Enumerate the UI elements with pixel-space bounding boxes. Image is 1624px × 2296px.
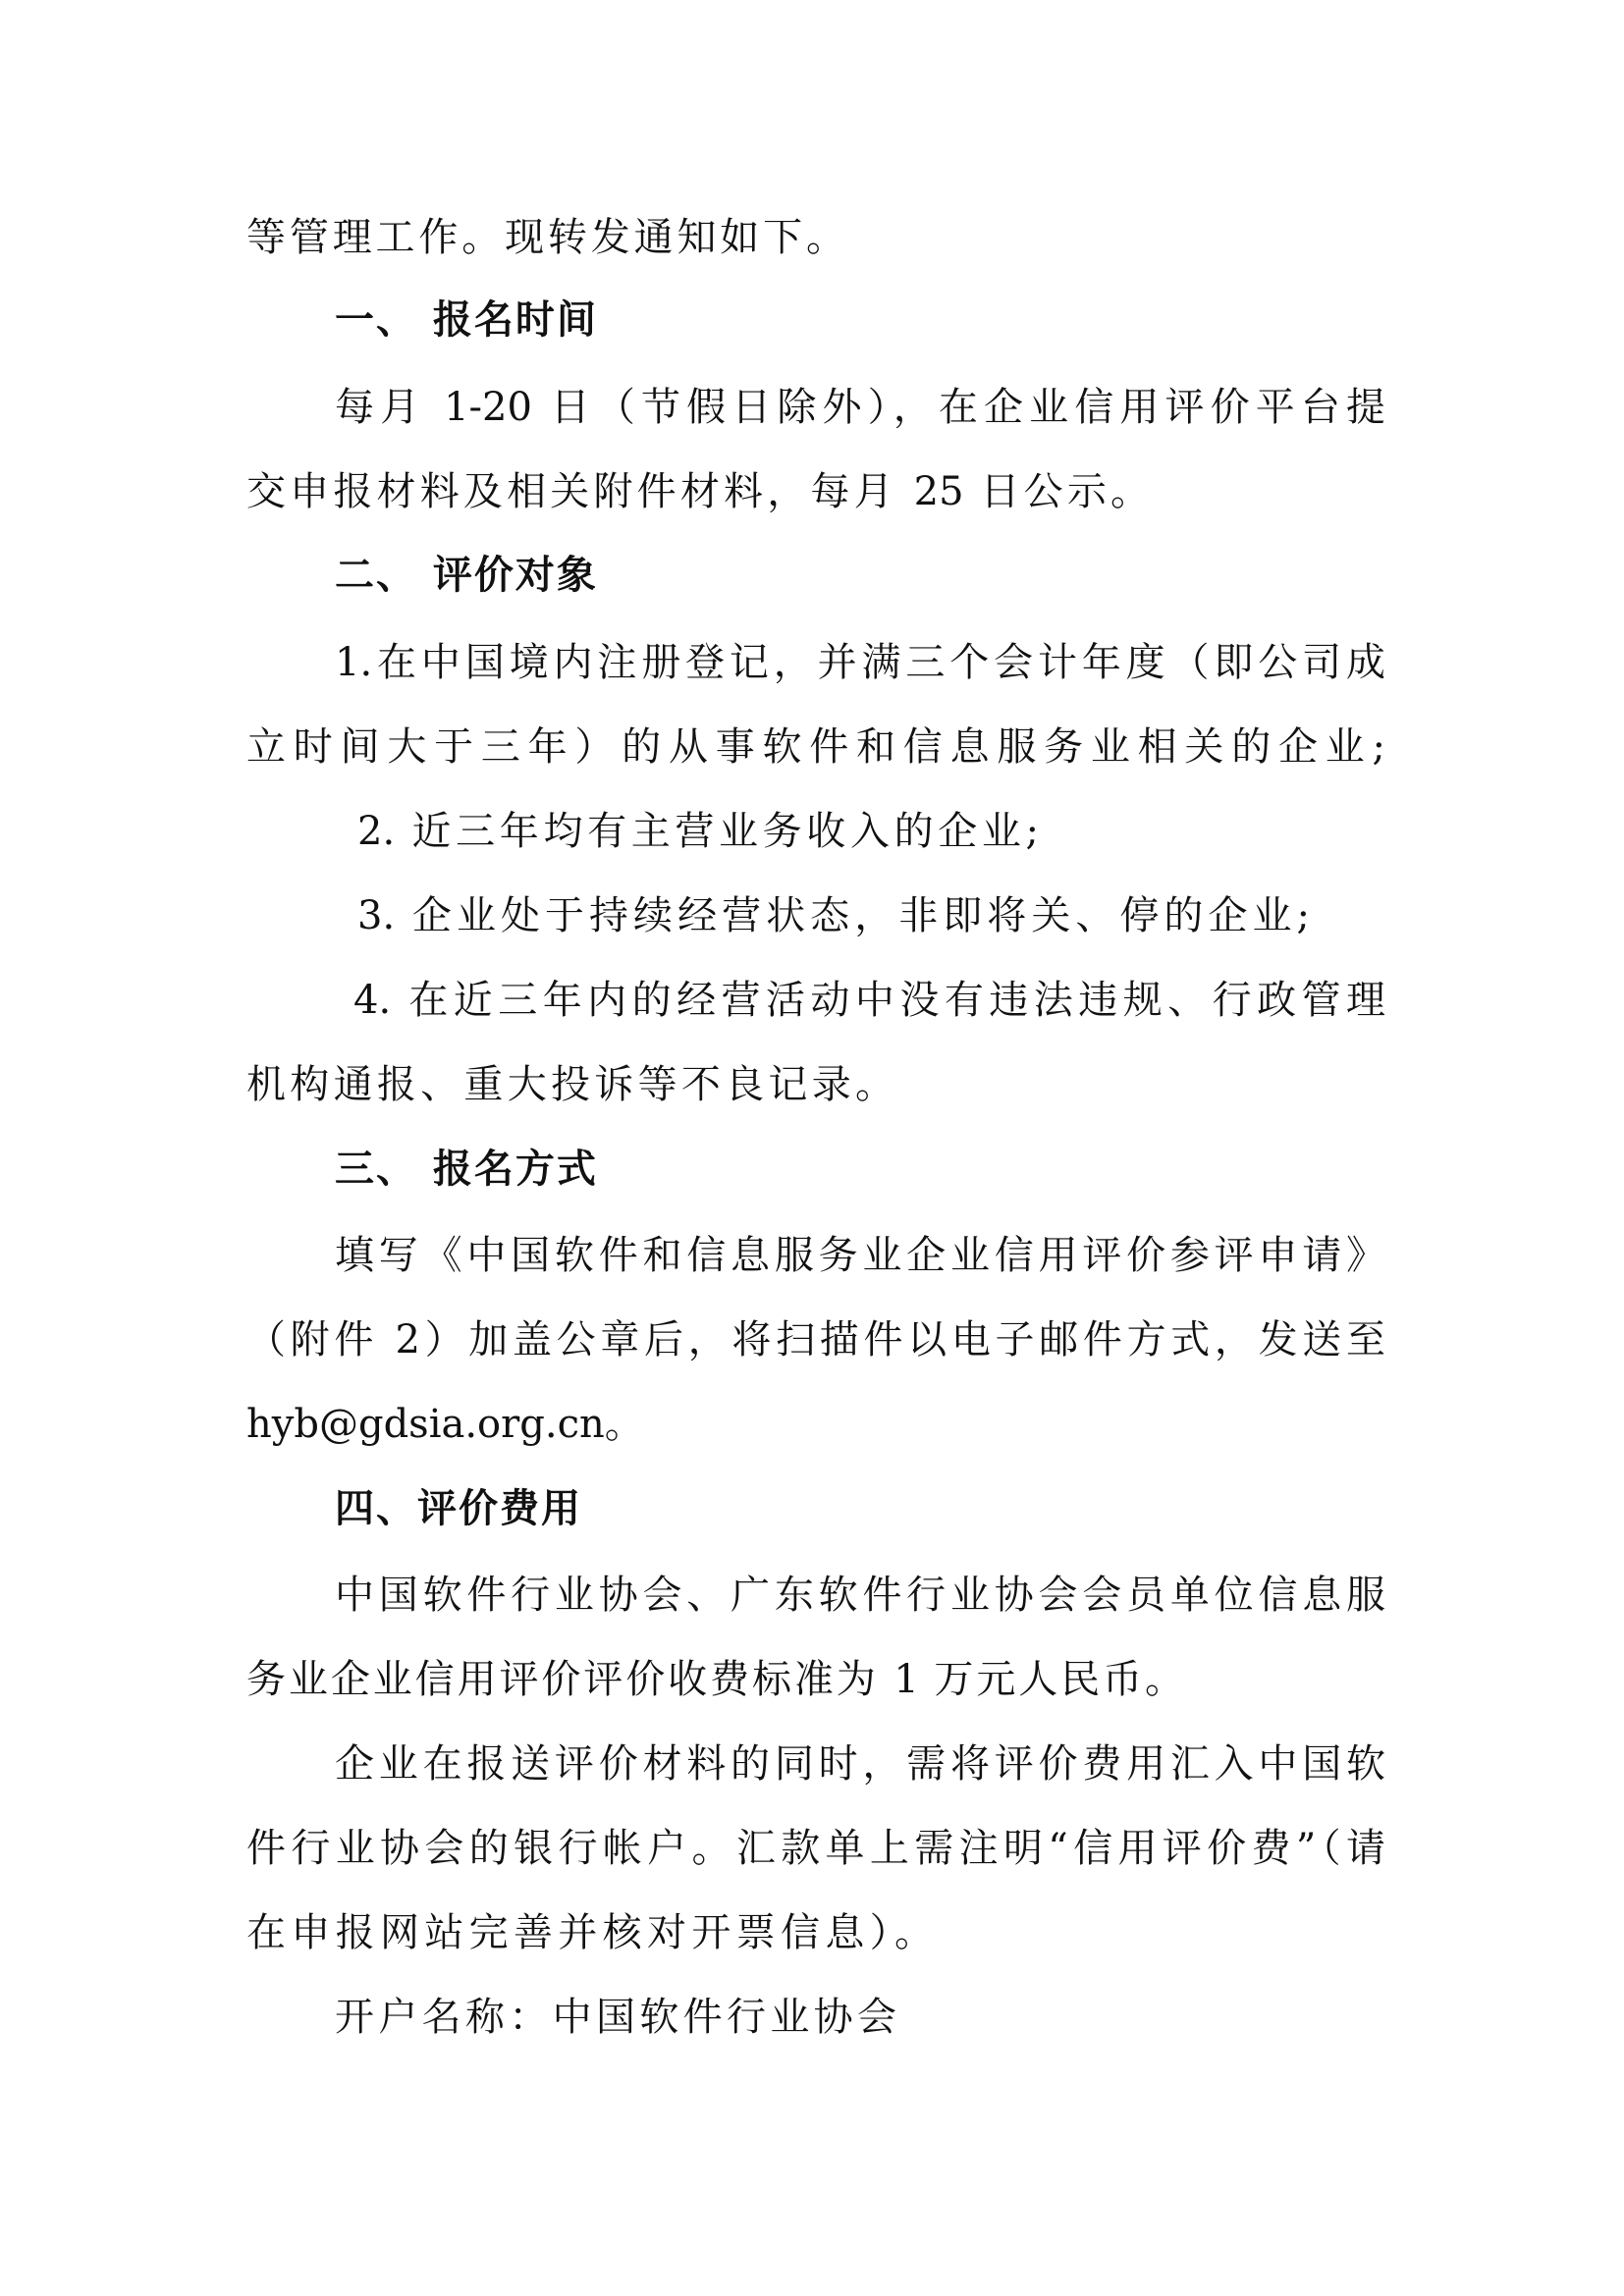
paragraph-line: 填写《中国软件和信息服务业企业信用评价参评申请》: [335, 1233, 1385, 1278]
list-item-1-cont: 立时间大于三年）的从事软件和信息服务业相关的企业;: [246, 724, 1385, 770]
section-heading-registration-time: 一、 报名时间: [335, 297, 598, 343]
section-heading-evaluation-fee: 四、评价费用: [335, 1486, 582, 1531]
account-name-line: 开户名称：中国软件行业协会: [335, 1995, 896, 2040]
paragraph-line: （附件 2）加盖公章后，将扫描件以电子邮件方式，发送至: [246, 1317, 1385, 1362]
list-item-3: 3. 企业处于持续经营状态，非即将关、停的企业;: [357, 893, 1310, 938]
section-heading-evaluation-targets: 二、 评价对象: [335, 553, 598, 598]
paragraph-line: 件行业协会的银行帐户。汇款单上需注明“信用评价费”（请: [246, 1826, 1385, 1871]
list-item-1: 1.在中国境内注册登记，并满三个会计年度（即公司成: [335, 640, 1385, 685]
paragraph-line: 务业企业信用评价评价收费标准为 1 万元人民币。: [246, 1657, 1184, 1702]
list-item-4: 4. 在近三年内的经营活动中没有违法违规、行政管理: [353, 978, 1385, 1023]
section-heading-registration-method: 三、 报名方式: [335, 1147, 598, 1192]
email-address: hyb@gdsia.org.cn。: [246, 1402, 644, 1447]
list-item-2: 2. 近三年均有主营业务收入的企业;: [357, 809, 1039, 854]
intro-line: 等管理工作。现转发通知如下。: [246, 215, 845, 260]
paragraph-line: 在申报网站完善并核对开票信息）。: [246, 1910, 934, 1955]
paragraph-line: 中国软件行业协会、广东软件行业协会会员单位信息服: [335, 1573, 1385, 1618]
list-item-4-cont: 机构通报、重大投诉等不良记录。: [246, 1062, 894, 1107]
paragraph-line: 企业在报送评价材料的同时，需将评价费用汇入中国软: [335, 1741, 1385, 1787]
paragraph-line: 每月 1-20 日（节假日除外），在企业信用评价平台提: [335, 385, 1385, 430]
paragraph-line: 交申报材料及相关附件材料，每月 25 日公示。: [246, 469, 1150, 514]
